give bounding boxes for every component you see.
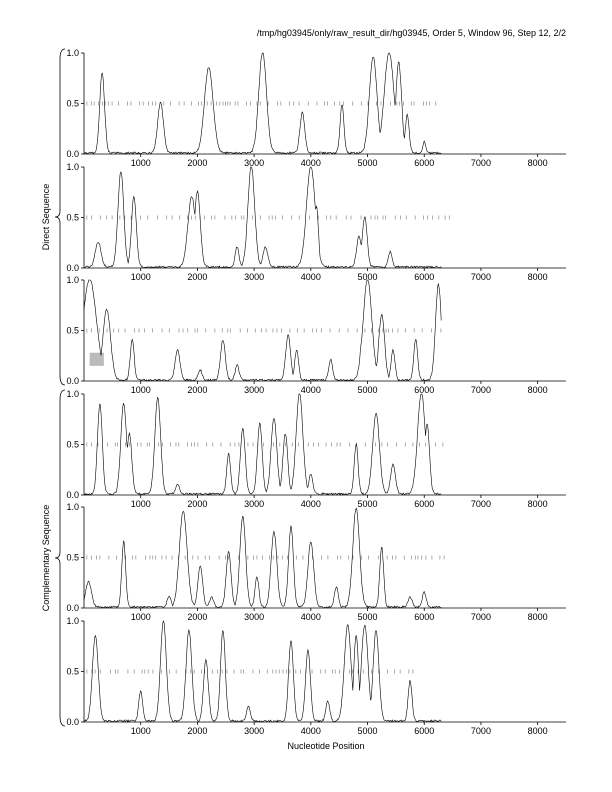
- x-tick-label: 6000: [414, 385, 435, 395]
- x-tick-label: 5000: [357, 272, 378, 282]
- x-tick-label: 2000: [187, 272, 208, 282]
- x-tick-label: 7000: [470, 612, 491, 622]
- x-tick-label: 5000: [357, 385, 378, 395]
- x-tick-label: 5000: [357, 158, 378, 168]
- x-tick-label: 6000: [414, 612, 435, 622]
- y-tick-label: 1.0: [66, 389, 79, 399]
- panels-group: [66, 48, 566, 736]
- series-line: [84, 53, 441, 154]
- group-brace: [55, 390, 65, 726]
- x-tick-label: 3000: [244, 499, 265, 509]
- y-tick-label: 0.5: [66, 666, 79, 677]
- y-tick-label: 1.0: [66, 616, 79, 626]
- panel-6: [66, 616, 566, 736]
- y-tick-label: 0.5: [66, 325, 79, 336]
- y-tick-label: 0.0: [66, 490, 79, 500]
- group-label: Direct Sequence: [41, 183, 51, 251]
- y-tick-label: 0.5: [66, 439, 79, 450]
- x-tick-label: 7000: [470, 499, 491, 509]
- x-tick-label: 4000: [300, 272, 321, 282]
- figure-header: /tmp/hg03945/only/raw_result_dir/hg03945, Order 5, Window 96, Step 12, 2/2: [256, 28, 566, 38]
- x-tick-label: 5000: [357, 499, 378, 509]
- x-tick-label: 3000: [244, 612, 265, 622]
- y-tick-label: 1.0: [66, 502, 79, 512]
- x-axis-label: Nucleotide Position: [287, 741, 365, 751]
- group-label: Complementary Sequence: [41, 504, 51, 612]
- x-tick-label: 3000: [244, 272, 265, 282]
- x-tick-label: 4000: [300, 385, 321, 395]
- mid-marks: [87, 443, 443, 447]
- y-tick-label: 0.0: [66, 263, 79, 273]
- x-tick-label: 2000: [187, 726, 208, 736]
- mid-marks: [87, 670, 413, 674]
- series-line: [84, 280, 441, 381]
- y-tick-label: 0.5: [66, 98, 79, 109]
- x-tick-label: 3000: [244, 158, 265, 168]
- group-labels: [41, 49, 65, 726]
- x-tick-label: 1000: [130, 272, 151, 282]
- x-tick-label: 8000: [527, 499, 548, 509]
- x-tick-label: 1000: [130, 158, 151, 168]
- x-tick-label: 7000: [470, 158, 491, 168]
- x-tick-label: 8000: [527, 385, 548, 395]
- panel-4: [66, 389, 566, 509]
- x-tick-label: 7000: [470, 726, 491, 736]
- y-tick-label: 1.0: [66, 275, 79, 285]
- x-tick-label: 2000: [187, 499, 208, 509]
- x-tick-label: 6000: [414, 499, 435, 509]
- x-tick-label: 2000: [187, 612, 208, 622]
- y-tick-label: 0.0: [66, 376, 79, 386]
- x-tick-label: 8000: [527, 158, 548, 168]
- x-tick-label: 3000: [244, 385, 265, 395]
- x-tick-label: 4000: [300, 158, 321, 168]
- panel-1: [66, 48, 566, 168]
- x-tick-label: 4000: [300, 726, 321, 736]
- x-tick-label: 4000: [300, 499, 321, 509]
- x-tick-label: 8000: [527, 272, 548, 282]
- shaded-region: [90, 353, 104, 366]
- x-tick-label: 8000: [527, 612, 548, 622]
- series-line: [84, 167, 441, 268]
- y-tick-label: 1.0: [66, 48, 79, 58]
- x-tick-label: 5000: [357, 726, 378, 736]
- x-tick-label: 2000: [187, 385, 208, 395]
- panel-2: [66, 162, 566, 282]
- group-brace: [55, 49, 65, 385]
- y-tick-label: 0.5: [66, 212, 79, 223]
- mid-marks: [87, 329, 441, 333]
- x-tick-label: 6000: [414, 272, 435, 282]
- x-tick-label: 7000: [470, 385, 491, 395]
- x-tick-label: 1000: [130, 499, 151, 509]
- x-tick-label: 1000: [130, 612, 151, 622]
- y-tick-label: 0.0: [66, 603, 79, 613]
- x-tick-label: 8000: [527, 726, 548, 736]
- x-tick-label: 3000: [244, 726, 265, 736]
- x-tick-label: 7000: [470, 272, 491, 282]
- x-tick-label: 4000: [300, 612, 321, 622]
- y-tick-label: 0.0: [66, 149, 79, 159]
- x-tick-label: 6000: [414, 158, 435, 168]
- x-tick-label: 6000: [414, 726, 435, 736]
- mid-marks: [87, 556, 444, 560]
- mid-marks: [87, 216, 449, 220]
- x-tick-label: 1000: [130, 726, 151, 736]
- x-tick-label: 5000: [357, 612, 378, 622]
- y-tick-label: 0.0: [66, 717, 79, 727]
- y-tick-label: 1.0: [66, 162, 79, 172]
- x-tick-label: 2000: [187, 158, 208, 168]
- panel-3: [66, 275, 566, 395]
- x-tick-label: 1000: [130, 385, 151, 395]
- y-tick-label: 0.5: [66, 552, 79, 563]
- panel-5: [66, 502, 566, 622]
